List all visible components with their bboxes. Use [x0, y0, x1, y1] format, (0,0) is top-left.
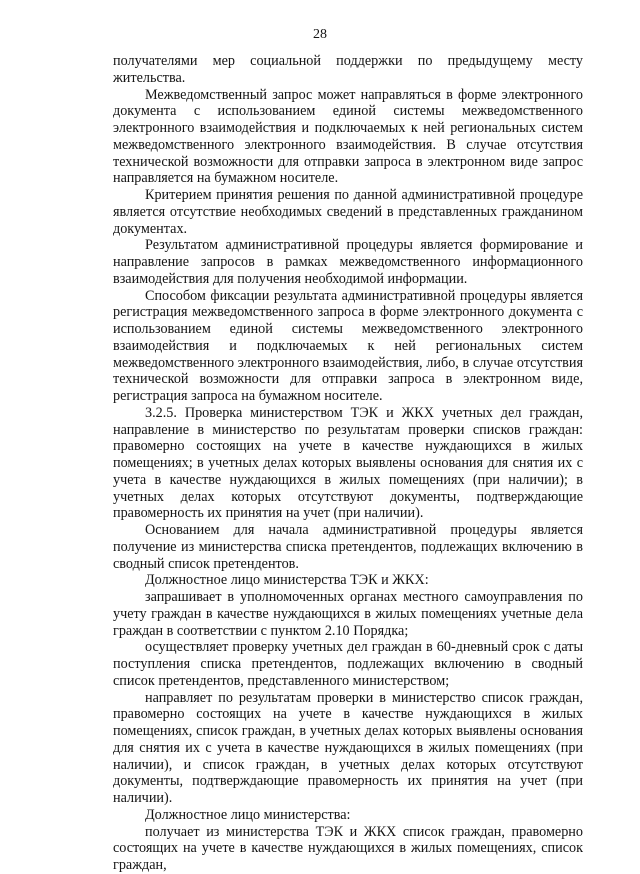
paragraph-sends-lists: направляет по результатам проверки в министерство список граждан, правомерно состоящих на учете в качестве нуждающихся в жилых помещениях, список граждан, в учетных делах которых выявлены основания для снятия их с учета в качестве нуждающихся в жилых помещениях (при наличии), и список граждан, в учетных делах которых отсутствуют документы, подтверждающие правомерность их принятия на учет (при наличии). — [113, 689, 583, 806]
paragraph-requests-files: запрашивает в уполномоченных органах местного самоуправления по учету граждан в качестве нуждающихся в жилых помещениях учетные дела граждан в соответствии с пунктом 2.10 Порядка; — [113, 589, 583, 639]
paragraph-official-ministry: Должностное лицо министерства: — [145, 806, 351, 823]
paragraph-result-recording: Способом фиксации результата административной процедуры является регистрация межведомственного запроса в форме электронного документа с использованием единой системы межведомственного электронного взаимодействия и подключаемых к ней региональных систем межведомственного электронного взаимодействия, либо, в случае отсутствия технической возможности для отправки запроса в электронном виде, регистрация запроса на бумажном носителе. — [113, 287, 583, 404]
paragraph-procedure-basis: Основанием для начала административной процедуры является получение из министерства списка претендентов, подлежащих включению в сводный список претендентов. — [113, 522, 583, 572]
paragraph-section-3-2-5: 3.2.5. Проверка министерством ТЭК и ЖКХ учетных дел граждан, направление в министерство по результатам проверки списков граждан: правомерно состоящих на учете в качестве нуждающихся в жилых помещениях; в учетных делах которых выявлены основания для снятия их с учета в качестве нуждающихся в жилых помещениях (при наличии); в учетных делах которых отсутствуют документы, подтверждающие правомерность их принятия на учет (при наличии). — [113, 404, 583, 522]
paragraph-performs-check: осуществляет проверку учетных дел граждан в 60-дневный срок с даты поступления списка претендентов, подлежащих включению в сводный список претендентов, представленного министерством; — [113, 639, 583, 689]
paragraph-continuation: получателями мер социальной поддержки по предыдущему месту жительства. — [113, 53, 583, 86]
body-text — [113, 53, 583, 874]
paragraph-receives-lists: получает из министерства ТЭК и ЖКХ список граждан, правомерно состоящих на учете в качестве нуждающихся в жилых помещениях, список граждан, — [113, 823, 583, 873]
paragraph-decision-criterion: Критерием принятия решения по данной административной процедуре является отсутствие необходимых сведений в представленных гражданином документах. — [113, 187, 583, 237]
paragraph-official-tek: Должностное лицо министерства ТЭК и ЖКХ: — [145, 572, 429, 589]
paragraph-interagency-request-form: Межведомственный запрос может направляться в форме электронного документа с использованием единой системы межведомственного электронного взаимодействия и подключаемых к ней региональных систем межведомственного электронного взаимодействия. В случае отсутствия технической возможности для отправки запроса в электронном виде запрос направляется на бумажном носителе. — [113, 86, 583, 187]
paragraph-procedure-result: Результатом административной процедуры является формирование и направление запросов в рамках межведомственного информационного взаимодействия для получения необходимой информации. — [113, 237, 583, 287]
page-number: 28 — [313, 27, 327, 42]
